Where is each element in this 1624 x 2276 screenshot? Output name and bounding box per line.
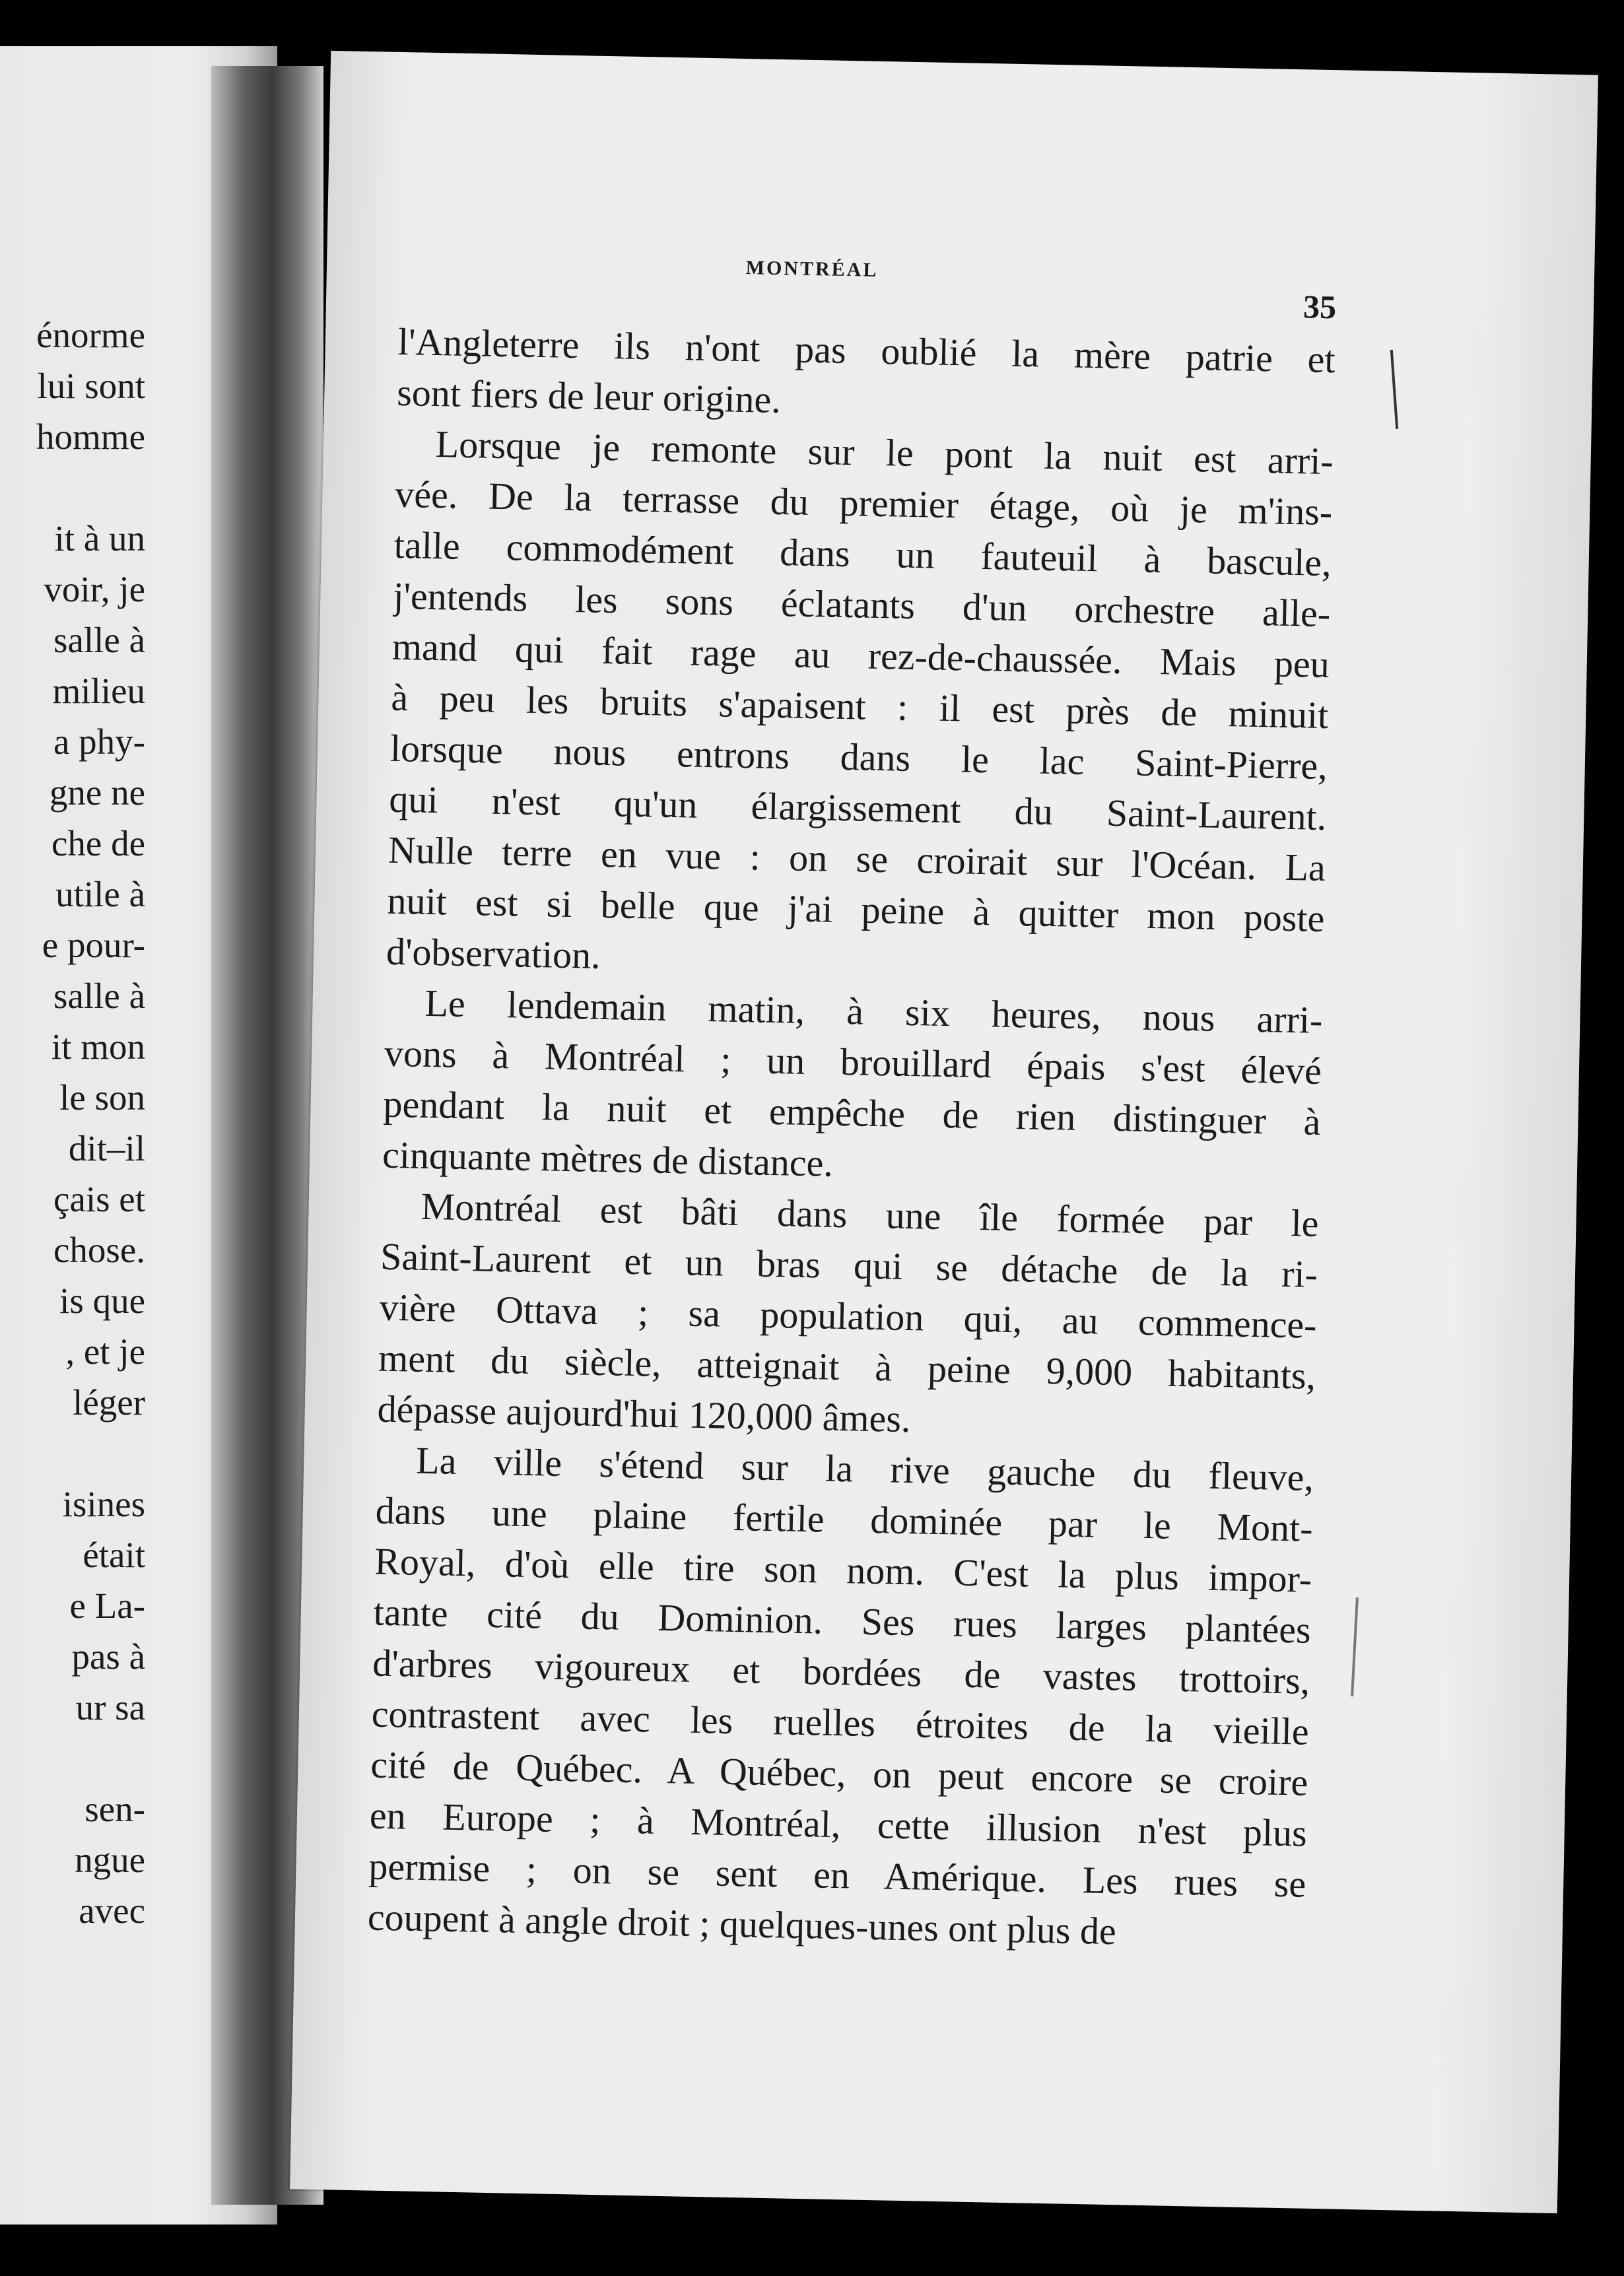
previous-page-line: le son	[59, 1077, 145, 1118]
previous-page-line: , et je	[65, 1331, 145, 1372]
text-line: tante cité du Dominion. Ses rues larges plantées	[373, 1590, 1312, 1652]
previous-page-line: a phy-	[53, 721, 145, 762]
text-line: dépasse aujourd'hui 120,000 âmes.	[377, 1387, 912, 1441]
page-number: 35	[1303, 288, 1337, 326]
previous-page-line: pas à	[71, 1636, 145, 1677]
text-line: d'arbres vigoureux et bordées de vastes trottoirs,	[372, 1641, 1310, 1702]
text-line: nuit est si belle que j'ai peine à quitter mon poste	[386, 879, 1325, 940]
previous-page-line: léger	[73, 1382, 145, 1422]
text-line: pendant la nuit et empêche de rien distinguer à	[383, 1082, 1322, 1143]
previous-page-line: sen-	[85, 1789, 145, 1829]
paragraph	[377, 1180, 1319, 1452]
previous-page-line: salle à	[53, 620, 145, 660]
paragraph	[382, 977, 1323, 1198]
previous-page-line: gne ne	[49, 772, 145, 813]
text-line: vière Ottava ; sa population qui, au commence-	[379, 1285, 1318, 1347]
text-line: Saint-Laurent et un bras qui se détache de la ri-	[380, 1234, 1318, 1296]
previous-page-text	[0, 46, 145, 2225]
text-line: Nulle terre en vue : on se croirait sur l'Océan. La	[388, 828, 1326, 890]
previous-page-line: lui sont	[37, 366, 145, 406]
previous-page-line: it à un	[54, 518, 145, 558]
previous-page-line: e pour-	[42, 925, 145, 965]
previous-page-line: homme	[36, 417, 145, 457]
previous-page-line: avec	[79, 1891, 145, 1931]
text-line: en Europe ; à Montréal, cette illusion n'est plus	[369, 1793, 1308, 1855]
previous-page-line: dit–il	[68, 1128, 145, 1168]
previous-page-line: ur sa	[75, 1687, 145, 1727]
previous-page-line: it mon	[51, 1026, 145, 1067]
paragraph	[397, 316, 1336, 436]
page-body	[367, 316, 1336, 1960]
text-line: cinquante mètres de distance.	[382, 1133, 834, 1185]
text-line: La ville s'étend sur la rive gauche du fleuve,	[415, 1438, 1314, 1499]
previous-page-line: ngue	[75, 1840, 145, 1880]
previous-page-line: était	[83, 1535, 145, 1575]
previous-page-line: isines	[62, 1484, 145, 1524]
text-line: Royal, d'où elle tire son nom. C'est la plus impor-	[374, 1539, 1312, 1601]
previous-page-line: çais et	[53, 1179, 145, 1219]
previous-page-line: chose.	[53, 1230, 145, 1270]
previous-page-line: e La-	[69, 1586, 145, 1626]
previous-page-line: is que	[59, 1281, 145, 1321]
previous-page-line: che de	[51, 823, 145, 863]
text-line: contrastent avec les ruelles étroites de la vieille	[371, 1692, 1310, 1753]
text-line: d'observation.	[386, 929, 601, 977]
text-line: ment du siècle, atteignait à peine 9,000 habitants,	[378, 1336, 1316, 1397]
paragraph	[386, 418, 1334, 995]
text-line: lorsque nous entrons dans le lac Saint-Pierre,	[389, 726, 1328, 788]
running-head: MONTRÉAL	[745, 256, 879, 281]
text-line: Le lendemain matin, à six heures, nous arri-	[424, 981, 1323, 1042]
previous-page-line: milieu	[52, 671, 145, 711]
text-line: vons à Montréal ; un brouillard épais s'est élevé	[384, 1031, 1322, 1092]
text-line: l'Angleterre ils n'ont pas oublié la mère patrie et	[397, 319, 1336, 382]
previous-page-line: salle à	[53, 976, 145, 1016]
previous-page-line: énorme	[36, 315, 145, 355]
text-line: coupent à angle droit ; quelques-unes ont plus de	[367, 1895, 1117, 1953]
text-line: j'entends les sons éclatants d'un orchestre alle-	[392, 574, 1331, 636]
text-line: permise ; on se sent en Amérique. Les rues se	[368, 1844, 1306, 1906]
previous-page-line: utile à	[55, 874, 145, 914]
text-line: qui n'est qu'un élargissement du Saint-Laurent.	[388, 777, 1327, 839]
text-line: à peu les bruits s'apaisent : il est près de minuit	[390, 675, 1329, 737]
text-line: Montréal est bâti dans une île formée par le	[421, 1184, 1320, 1245]
text-line: Lorsque je remonte sur le pont la nuit est arri-	[435, 422, 1334, 483]
paragraph	[367, 1434, 1314, 1960]
text-line: vée. De la terrasse du premier étage, où je m'ins-	[394, 472, 1333, 534]
text-line: mand qui fait rage au rez-de-chaussée. Mais peu	[391, 624, 1330, 686]
text-line: sont fiers de leur origine.	[396, 370, 782, 422]
text-line: cité de Québec. A Québec, on peut encore se croire	[370, 1743, 1308, 1804]
text-line: dans une plaine fertile dominée par le Mont-	[375, 1489, 1314, 1550]
text-line: talle commodément dans un fauteuil à bascule,	[393, 523, 1332, 585]
previous-page-line: voir, je	[44, 569, 145, 609]
current-page	[290, 51, 1598, 2213]
